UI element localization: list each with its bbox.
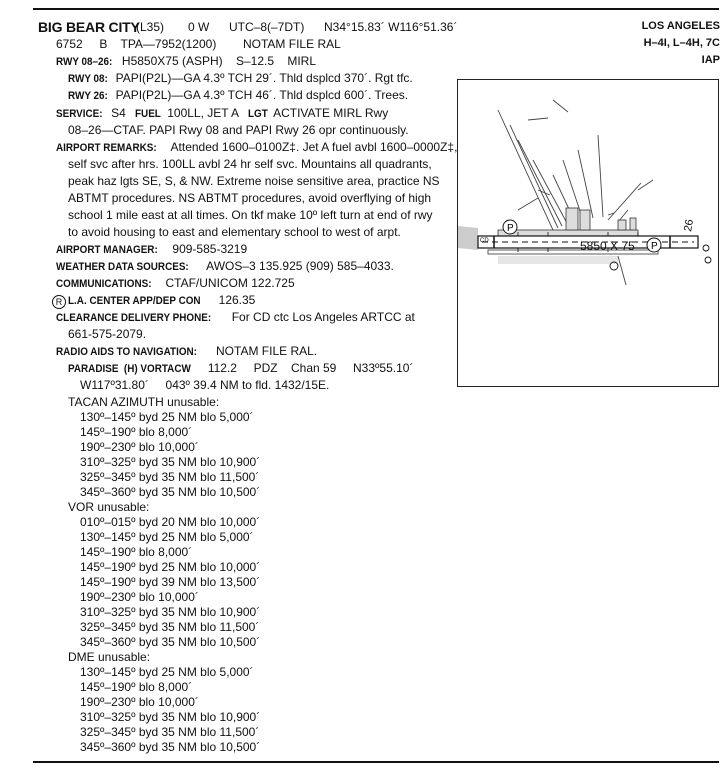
south-area xyxy=(498,256,618,264)
dme-heading: DME unusable: xyxy=(68,650,151,664)
dme-item: 145º–190º blo 8,000´ xyxy=(80,680,193,694)
service-line xyxy=(56,106,388,121)
runway-26 xyxy=(68,88,408,103)
radio-line xyxy=(56,344,317,359)
vor-item: 345º–360º byd 35 NM blo 10,500´ xyxy=(80,635,261,649)
top-rule xyxy=(33,8,719,10)
runway-08-label: RWY 08: xyxy=(68,73,108,85)
service-s: S4 xyxy=(111,106,126,120)
tacan-item: 310º–325º byd 35 NM blo 10,900´ xyxy=(80,455,261,469)
lgt-value: ACTIVATE MIRL Rwy xyxy=(273,106,389,120)
comms-label: COMMUNICATIONS: xyxy=(56,278,152,290)
runway-26-text: PAPI(P2L)—GA 4.3º TCH 46´. Thld dsplcd 600´. Trees. xyxy=(115,88,409,102)
radio-label: RADIO AIDS TO NAVIGATION: xyxy=(56,346,197,358)
vor-item: 010º–015º byd 20 NM blo 10,000´ xyxy=(80,515,261,529)
comms-value: CTAF/UNICOM 122.725 xyxy=(165,276,295,290)
lgt-label: LGT xyxy=(248,108,269,120)
clearance-line xyxy=(56,310,415,325)
weather-line xyxy=(56,259,394,274)
weather-label: WEATHER DATA SOURCES: xyxy=(56,261,189,273)
vor-item: 145º–190º blo 8,000´ xyxy=(80,545,193,559)
clearance-value: For CD ctc Los Angeles ARTCC at xyxy=(231,310,415,324)
cd-label: CD xyxy=(480,238,489,244)
center-label: L.A. CENTER APP/DEP CON xyxy=(68,295,201,307)
vortac-line-2: W117º31.80´ 043º 39.4 NM to fld. 1432/15E. xyxy=(80,378,330,392)
runway-main-text: H5850X75 (ASPH) S–12.5 MIRL xyxy=(121,54,317,68)
tacan-item: 130º–145º byd 25 NM blo 5,000´ xyxy=(80,410,254,424)
remarks-line-2: self svc after hrs. 100LL avbl 24 hr self svc. Mountains all quadrants, xyxy=(68,157,432,171)
airport-diagram-svg xyxy=(458,80,718,386)
papi-26-label: P xyxy=(651,241,658,252)
dme-item: 345º–360º byd 35 NM blo 10,500´ xyxy=(80,740,261,754)
runway-main-label: RWY 08–26: xyxy=(56,56,113,68)
airport-coordinates: N34°15.83´ W116°51.36´ xyxy=(324,20,458,34)
remarks-line-6: to avoid housing to east and elementary school to west of arpt. xyxy=(68,225,401,239)
tacan-item: 145º–190º blo 8,000´ xyxy=(80,425,193,439)
fuel-label: FUEL xyxy=(135,108,162,120)
dme-item: 325º–345º byd 35 NM blo 11,500´ xyxy=(80,725,260,739)
center-line xyxy=(52,293,255,309)
elevation-line: 6752 B TPA—7952(1200) NOTAM FILE RAL xyxy=(56,37,341,51)
tacan-heading: TACAN AZIMUTH unusable: xyxy=(68,395,220,409)
weather-value: AWOS–3 135.925 (909) 585–4033. xyxy=(206,259,394,273)
vortac-label: PARADISE (H) VORTACW xyxy=(68,363,191,375)
remarks-line-5: school 1 mile east at all times. On tkf make 10º left turn at end of rwy xyxy=(68,208,433,222)
bottom-rule xyxy=(33,761,719,763)
airport-diagram xyxy=(457,79,719,387)
airport-name: BIG BEAR CITY xyxy=(38,19,140,35)
vortac-value: 112.2 PDZ Chan 59 N33º55.10´ xyxy=(207,361,414,375)
vor-item: 130º–145º byd 25 NM blo 5,000´ xyxy=(80,530,254,544)
remarks-line-4: ABTMT procedures. NS ABTMT procedures, avoid overflying of high xyxy=(68,191,432,205)
remarks-line-1 xyxy=(56,140,457,155)
runway-dimension-label: 5850 X 75 xyxy=(580,239,635,253)
remarks-line-3: peak haz lgts SE, S, & NW. Extreme noise sensitive area, practice NS xyxy=(68,174,440,188)
vor-item: 325º–345º byd 35 NM blo 11,500´ xyxy=(80,620,260,634)
manager-phone: 909-585-3219 xyxy=(172,242,248,256)
south-road xyxy=(618,256,626,285)
service-line-2: 08–26—CTAF. PAPI Rwy 08 and PAPI Rwy 26 opr continuously. xyxy=(68,123,409,137)
papi-08-label: P xyxy=(507,223,514,234)
radar-symbol: R xyxy=(52,295,66,309)
dme-item: 190º–230º blo 10,000´ xyxy=(80,695,199,709)
utc-offset: UTC–8(–7DT) xyxy=(229,20,305,34)
runway-end-label: 26 xyxy=(682,218,697,233)
tacan-item: 190º–230º blo 10,000´ xyxy=(80,440,199,454)
airport-ident: (L35) xyxy=(136,20,165,34)
tacan-item: 325º–345º byd 35 NM blo 11,500´ xyxy=(80,470,260,484)
remarks-label: AIRPORT REMARKS: xyxy=(56,142,157,154)
iap-label: IAP xyxy=(701,54,720,66)
vor-item: 145º–190º byd 39 NM blo 13,500´ xyxy=(80,575,261,589)
vor-item: 190º–230º blo 10,000´ xyxy=(80,590,199,604)
runway-main xyxy=(56,54,316,69)
service-label: SERVICE: xyxy=(56,108,103,120)
region-label: LOS ANGELES xyxy=(641,20,720,32)
runway-08-text: PAPI(P2L)—GA 4.3º TCH 29´. Thld dsplcd 370´. Rgt tfc. xyxy=(115,71,413,85)
comms-line xyxy=(56,276,295,291)
vor-heading: VOR unusable: xyxy=(68,500,150,514)
dme-item: 130º–145º byd 25 NM blo 5,000´ xyxy=(80,665,254,679)
vor-item: 310º–325º byd 35 NM blo 10,900´ xyxy=(80,605,261,619)
dme-item: 310º–325º byd 35 NM blo 10,900´ xyxy=(80,710,261,724)
runway-08 xyxy=(68,71,413,86)
clearance-label: CLEARANCE DELIVERY PHONE: xyxy=(56,312,212,324)
vor-item: 145º–190º byd 25 NM blo 10,000´ xyxy=(80,560,261,574)
chart-refs: H–4I, L–4H, 7C xyxy=(643,37,720,49)
radio-value: NOTAM FILE RAL. xyxy=(216,344,318,358)
center-value: 126.35 xyxy=(218,293,256,307)
magnetic-offset: 0 W xyxy=(188,20,210,34)
clearance-phone: 661-575-2079. xyxy=(68,327,147,341)
remarks-text-1: Attended 1600–0100Z‡. Jet A fuel avbl 1600–0000Z‡, xyxy=(170,140,458,154)
tacan-item: 345º–360º byd 35 NM blo 10,500´ xyxy=(80,485,261,499)
apron-area xyxy=(498,208,638,236)
fuel-value: 100LL, JET A xyxy=(167,106,240,120)
manager-label: AIRPORT MANAGER: xyxy=(56,244,158,256)
runway-26-label: RWY 26: xyxy=(68,90,108,102)
approach-area xyxy=(458,226,478,250)
vortac-line xyxy=(68,361,413,376)
manager-line xyxy=(56,242,247,257)
